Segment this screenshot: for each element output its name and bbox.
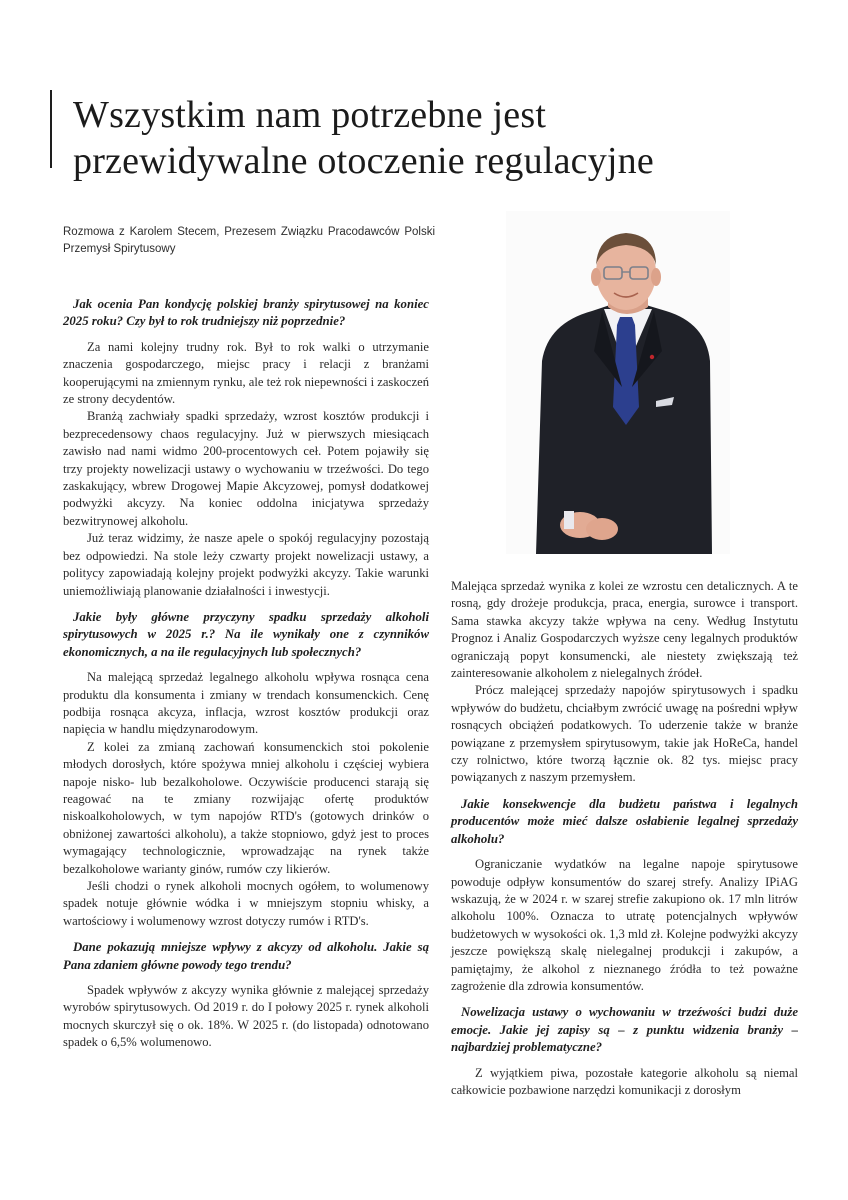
question-1: Jak ocenia Pan kondycję polskiej branży spirytusowej na koniec 2025 roku? Czy był to rok trudniejszy niż poprzednie? xyxy=(63,297,429,329)
question-2: Jakie były główne przyczyny spadku sprzedaży alkoholi spirytusowych w 2025 r.? Na ile wynikały one z czynników ekonomicznych, a na ile regulacyjnych lub społecznych? xyxy=(63,609,429,659)
question-4: Jakie konsekwencje dla budżetu państwa i legalnych producentów może mieć dalsze osłabienie legalnej sprzedaży alkoholu? xyxy=(451,796,798,846)
answer-1-paragraph-2: Branżą zachwiały spadki sprzedaży, wzrost kosztów produkcji i bezprecedensowy chaos regulacyjny. Już w pierwszych miesiącach zawisło nad nami widmo 200-procentowych ceł. Potem pojawiły się trzy projekty nowelizacji ustawy o wychowaniu w trzeźwości. Do tego zaskakujący, wbrew Drogowej Mapie Akcyzowej, pomysł dodatkowej podwyżki akcyzy. Na koniec oddolna inicjatywa sprzedaży bezwitrynowej alkoholu. xyxy=(63,409,429,528)
title-line-1: Wszystkim nam potrzebne jest xyxy=(73,94,547,136)
title-line-2: przewidywalne otoczenie regulacyjne xyxy=(73,140,654,183)
question-3: Dane pokazują mniejsze wpływy z akcyzy od alkoholu. Jakie są Pana zdaniem główne powody tego trendu? xyxy=(63,940,429,972)
right-column xyxy=(451,578,798,1099)
answer-3-paragraph-3: Prócz malejącej sprzedaży napojów spirytusowych i spadku wpływów do budżetu, chciałbym zwrócić uwagę na pośredni wpływ rosnących obciążeń podatkowych. To uderzenie także w branże powiązane z przemysłem spirytusowym, takie jak HoReCa, handel czy rolnictwo, które tworzą łącznie ok. 82 tys. miejsc pracy powiązanych z naszym przemysłem. xyxy=(451,683,798,785)
answer-3-paragraph-2: Malejąca sprzedaż wynika z kolei ze wzrostu cen detalicznych. A te rosną, gdy drożeje produkcja, praca, energia, surowce i transport. Sama stawka akcyzy także wpływa na ceny. Według Instytutu Prognoz i Analiz Gospodarczych wyższe ceny legalnych produktów ograniczają popyt konsumencki, ale niestety zwiększają też zainteresowanie alkoholem z nielegalnych źródeł. xyxy=(451,579,798,681)
portrait-illustration xyxy=(506,211,730,554)
answer-5-paragraph-1: Z wyjątkiem piwa, pozostałe kategorie alkoholu są niemal całkowicie pozbawione narzędzi komunikacji z dorosłym xyxy=(451,1065,798,1097)
answer-1-paragraph-1: Za nami kolejny trudny rok. Był to rok walki o utrzymanie znaczenia gospodarczego, miejsc pracy i relacji z branżami kooperującymi na zmiennym rynku, ale też rok niepewności i zaskoczeń ze strony decydentów. xyxy=(63,339,429,407)
article-title xyxy=(73,92,793,185)
answer-2-paragraph-3: Jeśli chodzi o rynek alkoholi mocnych ogółem, to wolumenowy spadek notuje głównie wódka i w mniejszym stopniu whisky, a wartościowy i wolumenowy wzrost dotyczy rumów i RTD's. xyxy=(63,879,429,928)
answer-2-paragraph-2: Z kolei za zmianą zachowań konsumenckich stoi pokolenie młodych dorosłych, które spożywa mniej alkoholu i częściej wybiera napoje nisko- lub bezalkoholowe. Oczywiście producenci starają się reagować na te zmiany rozwijając ofertę produktów niskoalkoholowych, w tym napojów RTD's (gotowych drinków o obniżonej zawartości alkoholu), a także stopniowo, gdyż jest to proces wymagający technologicznie, wprowadzając na rynek także bezalkoholowe warianty ginów, rumów czy likierów. xyxy=(63,739,429,876)
answer-3-paragraph-1: Spadek wpływów z akcyzy wynika głównie z malejącej sprzedaży wyrobów spirytusowych. Od 2019 r. do I połowy 2025 r. rynek alkoholi mocnych skurczył się o ok. 18%. W 2025 r. (do listopada) odnotowano spadek o 6,5% wolumenowo. xyxy=(63,983,429,1050)
answer-1-paragraph-3: Już teraz widzimy, że nasze apele o spokój regulacyjny pozostają bez odpowiedzi. Na stole leży czwarty projekt nowelizacji ustawy, a politycy zapowiadają kolejny projekt podwyżki akcyzy. Takie warunki uniemożliwiają planowanie działalności i inwestycji. xyxy=(63,531,429,598)
title-rule xyxy=(50,90,52,168)
article-subtitle: Rozmowa z Karolem Stecem, Prezesem Związku Pracodawców Polski Przemysł Spirytusowy xyxy=(63,226,435,256)
portrait-photo xyxy=(506,211,730,554)
left-column xyxy=(63,296,429,1052)
answer-2-paragraph-1: Na malejącą sprzedaż legalnego alkoholu wpływa rosnąca cena produktu dla konsumenta i zmiany w trendach konsumenckich. Cenę podbija rosnąca akcyza, inflacja, wzrost kosztów produkcji oraz napięcia w handlu międzynarodowym. xyxy=(63,670,429,737)
question-5: Nowelizacja ustawy o wychowaniu w trzeźwości budzi duże emocje. Jakie jej zapisy są – z punktu widzenia branży – najbardziej problematyczne? xyxy=(451,1005,798,1055)
answer-4-paragraph-1: Ograniczanie wydatków na legalne napoje spirytusowe powoduje odpływ konsumentów do szarej strefy. Analizy IPiAG wskazują, że w 2024 r. w szarej strefie zakupiono ok. 17 mln litrów alkoholu 100%. Oznacza to utratę potencjalnych wpływów budżetowych w wysokości ok. 1,3 mld zł. Kolejne podwyżki akcyzy jeszcze powiększą skalę nielegalnej produkcji i zakupów, a pamiętajmy, że alkohol z nieznanego źródła to też poważne zagrożenie dla zdrowia konsumentów. xyxy=(451,857,798,993)
